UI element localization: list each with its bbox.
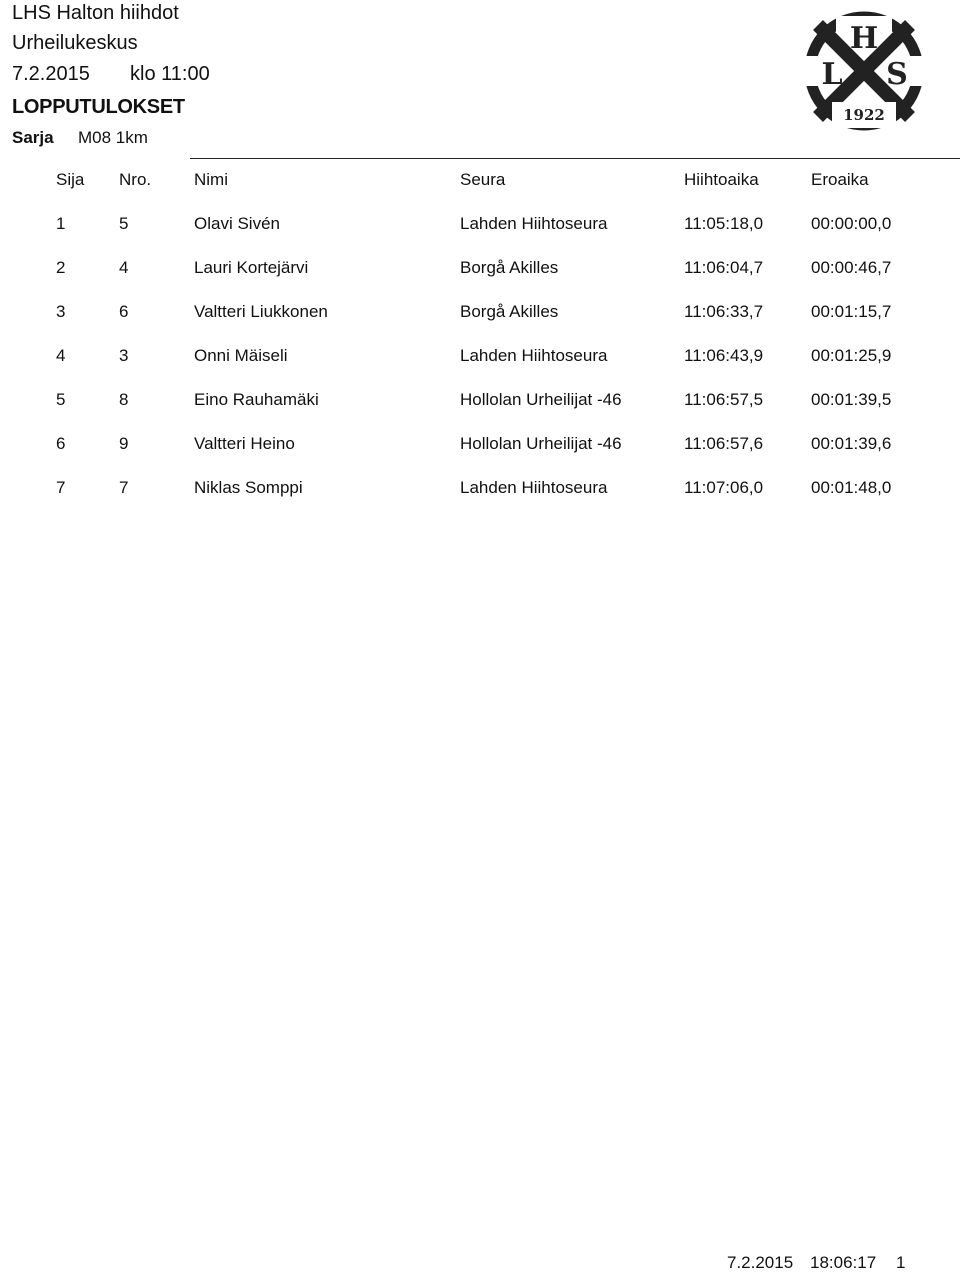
cell-club: Lahden Hiihtoseura [460,346,608,365]
cell-club: Borgå Akilles [460,302,559,321]
cell-club: Hollolan Urheilijat -46 [460,390,622,409]
cell-name: Lauri Kortejärvi [194,258,309,277]
event-start-time: klo 11:00 [130,63,210,85]
event-venue: Urheilukeskus [12,32,138,54]
table-row [0,212,960,236]
cell-name: Valtteri Heino [194,434,295,453]
col-header-club: Seura [460,170,506,189]
cell-number: 8 [119,390,129,409]
table-row [0,256,960,280]
footer-page-number: 1 [896,1253,906,1272]
col-header-diff: Eroaika [811,170,869,189]
cell-number: 9 [119,434,129,453]
header-rule [190,158,960,159]
event-title: LHS Halton hiihdot [12,2,179,24]
cell-name: Niklas Somppi [194,478,303,497]
logo-year: 1922 [843,106,885,124]
cell-time: 11:06:43,9 [684,346,764,365]
table-row [0,300,960,324]
col-header-name: Nimi [194,170,228,189]
cell-place: 1 [56,214,66,233]
cell-place: 4 [56,346,66,365]
cell-time: 11:06:57,5 [684,390,764,409]
cell-place: 3 [56,302,66,321]
cell-time: 11:06:33,7 [684,302,764,321]
table-row [0,388,960,412]
footer-date: 7.2.2015 [727,1253,794,1272]
cell-place: 7 [56,478,66,497]
cell-name: Onni Mäiseli [194,346,288,365]
col-header-place: Sija [56,170,85,189]
cell-number: 7 [119,478,129,497]
cell-number: 5 [119,214,129,233]
logo-letter-l: L [821,57,843,92]
event-date: 7.2.2015 [12,63,90,85]
cell-time: 11:07:06,0 [684,478,764,497]
cell-diff: 00:00:00,0 [811,214,892,233]
logo-letter-h: H [849,21,879,56]
series-value: M08 1km [78,128,148,147]
cell-place: 2 [56,258,66,277]
cell-diff: 00:01:25,9 [811,346,892,365]
cell-name: Eino Rauhamäki [194,390,319,409]
col-header-number: Nro. [119,170,152,189]
footer-time: 18:06:17 [810,1253,877,1272]
cell-name: Olavi Sivén [194,214,280,233]
cell-time: 11:05:18,0 [684,214,764,233]
cell-number: 6 [119,302,129,321]
cell-name: Valtteri Liukkonen [194,302,328,321]
cell-place: 6 [56,434,66,453]
cell-club: Hollolan Urheilijat -46 [460,434,622,453]
series-label: Sarja [12,128,54,147]
table-header [0,168,960,192]
cell-diff: 00:00:46,7 [811,258,892,277]
table-row [0,476,960,500]
cell-diff: 00:01:39,5 [811,390,892,409]
cell-time: 11:06:57,6 [684,434,764,453]
table-row [0,432,960,456]
cell-number: 4 [119,258,129,277]
club-logo [796,6,932,136]
cell-club: Borgå Akilles [460,258,559,277]
cell-number: 3 [119,346,129,365]
cell-club: Lahden Hiihtoseura [460,214,608,233]
cell-time: 11:06:04,7 [684,258,764,277]
cell-diff: 00:01:48,0 [811,478,892,497]
cell-club: Lahden Hiihtoseura [460,478,608,497]
cell-diff: 00:01:15,7 [811,302,892,321]
table-row [0,344,960,368]
cell-place: 5 [56,390,66,409]
logo-letter-s: S [886,57,908,92]
cell-diff: 00:01:39,6 [811,434,892,453]
results-heading: LOPPUTULOKSET [12,96,185,118]
col-header-time: Hiihtoaika [684,170,759,189]
